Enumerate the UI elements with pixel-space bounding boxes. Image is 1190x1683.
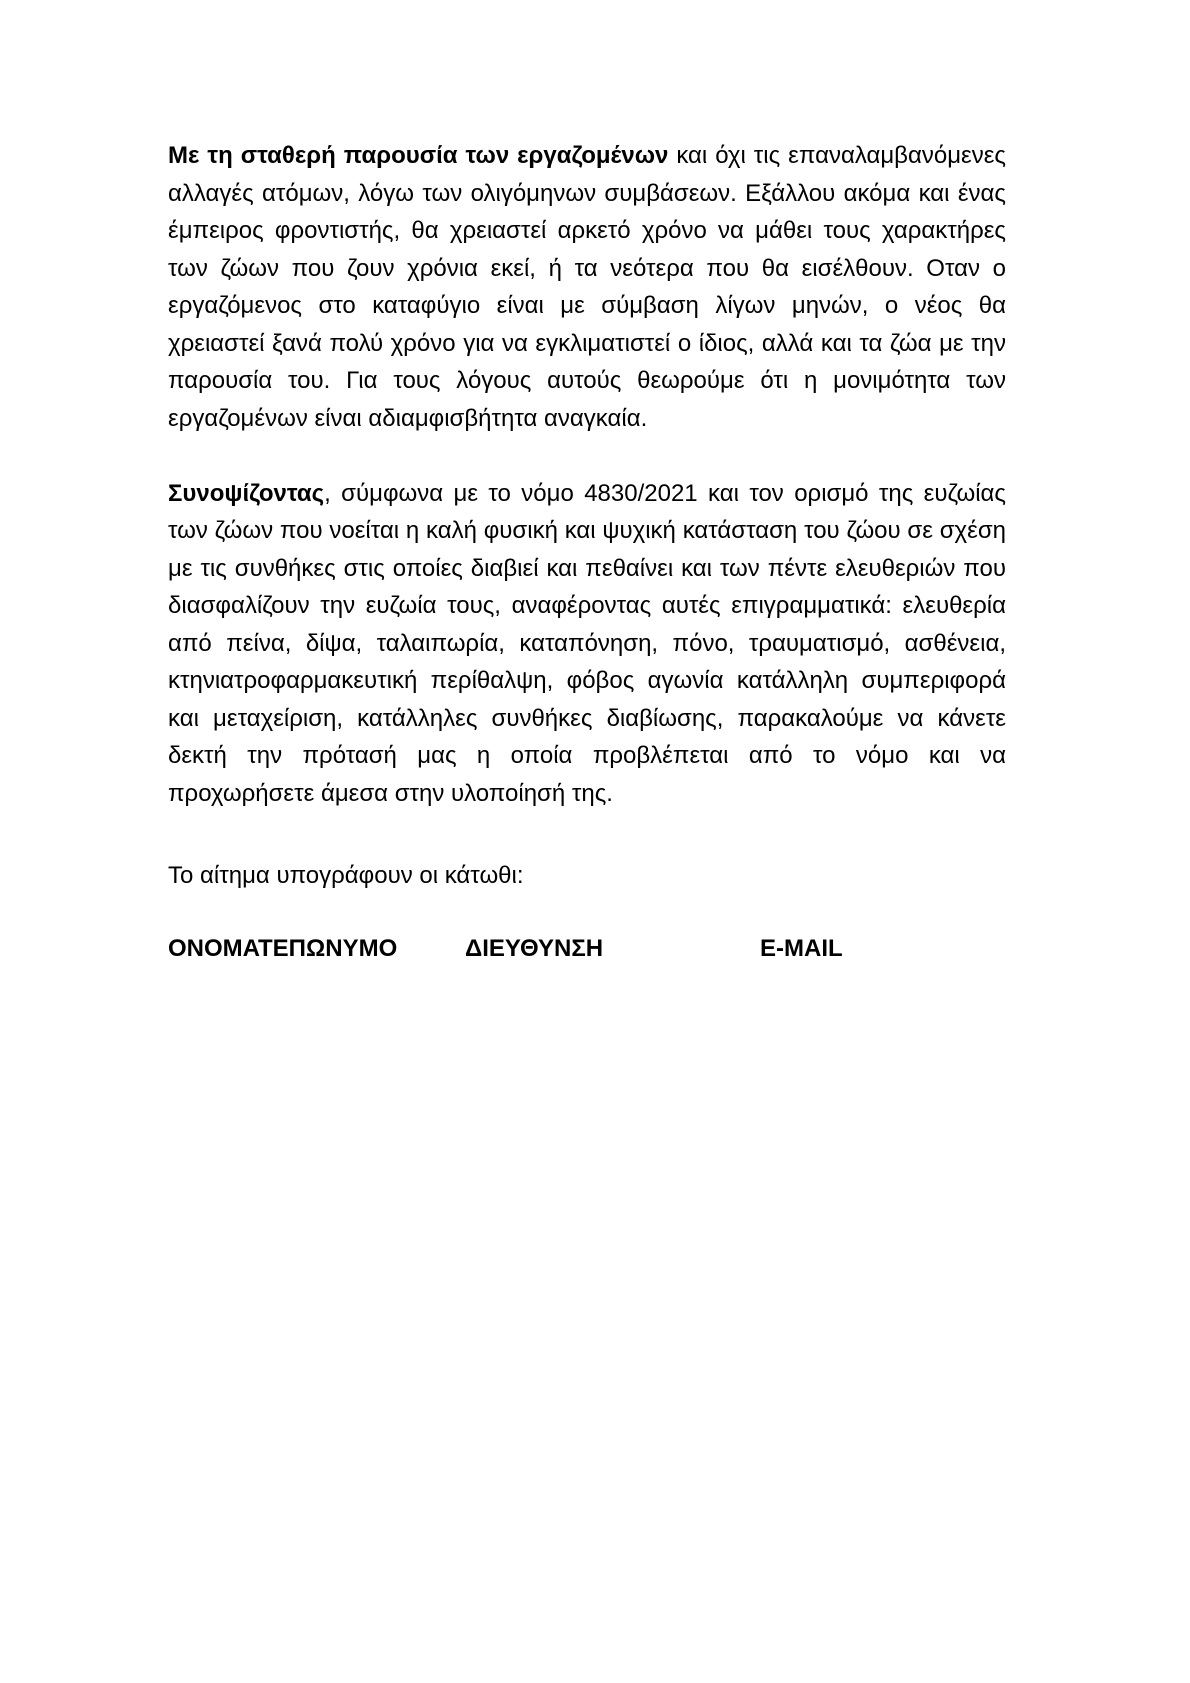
signature-header-row <box>168 930 1006 968</box>
closing-line: Το αίτημα υπογράφουν οι κάτωθι: <box>168 862 524 889</box>
paragraph-2-text: , σύμφωνα με το νόμο 4830/2021 και τον ορισμό της ευζωίας των ζώων που νοείται η καλή φυσική και ψυχική κατάσταση του ζώου σε σχέση με τις συνθήκες στις οποίες διαβιεί και πεθαίνει και των πέντε ελευθεριών που διασφαλίζουν την ευζωία τους, αναφέροντας αυτές επιγραμματικά: ελευθερία από πείνα, δίψα, ταλαιπωρία, καταπόνηση, πόνο, τραυματισμό, ασθένεια, κτηνιατροφαρμακευτική περίθαλψη, φόβος αγωνία κατάλληλη συμπεριφορά και μεταχείριση, κατάλληλες συνθήκες διαβίωσης, παρακαλούμε να κάνετε δεκτή την πρότασή μας η οποία προβλέπεται από το νόμο και να προχωρήσετε άμεσα στην υλοποίησή της. <box>168 479 1006 807</box>
signature-header-email: E-MAIL <box>760 934 843 962</box>
paragraph-summary <box>168 475 1006 813</box>
paragraph-1-lead-bold: Με τη σταθερή παρουσία των εργαζομένων <box>168 142 669 169</box>
paragraph-2-lead-bold: Συνοψίζοντας <box>168 479 325 507</box>
signature-header-address: ΔΙΕΥΘΥΝΣΗ <box>465 934 604 962</box>
paragraph-1-text: και όχι τις επαναλαμβανόμενες αλλαγές ατόμων, λόγω των ολιγόμηνων συμβάσεων. Εξάλλου ακόμα και ένας έμπειρος φροντιστής, θα χρειαστεί αρκετό χρόνο να μάθει τους χαρακτήρες των ζώων που ζουν χρόνια εκεί, ή τα νεότερα που θα εισέλθουν. Οταν ο εργαζόμενος στο καταφύγιο είναι με σύμβαση λίγων μηνών, ο νέος θα χρειαστεί ξανά πολύ χρόνο για να εγκλιματιστεί ο ίδιος, αλλά και τα ζώα με την παρουσία του. Για τους λόγους αυτούς θεωρούμε ότι η μονιμότητα των εργαζομένων είναι αδιαμφισβήτητα αναγκαία. <box>168 142 1006 432</box>
document-content <box>168 137 1006 968</box>
signature-header-name: ΟΝΟΜΑΤΕΠΩΝΥΜΟ <box>168 934 398 962</box>
paragraph-staff-permanence <box>168 137 1006 437</box>
